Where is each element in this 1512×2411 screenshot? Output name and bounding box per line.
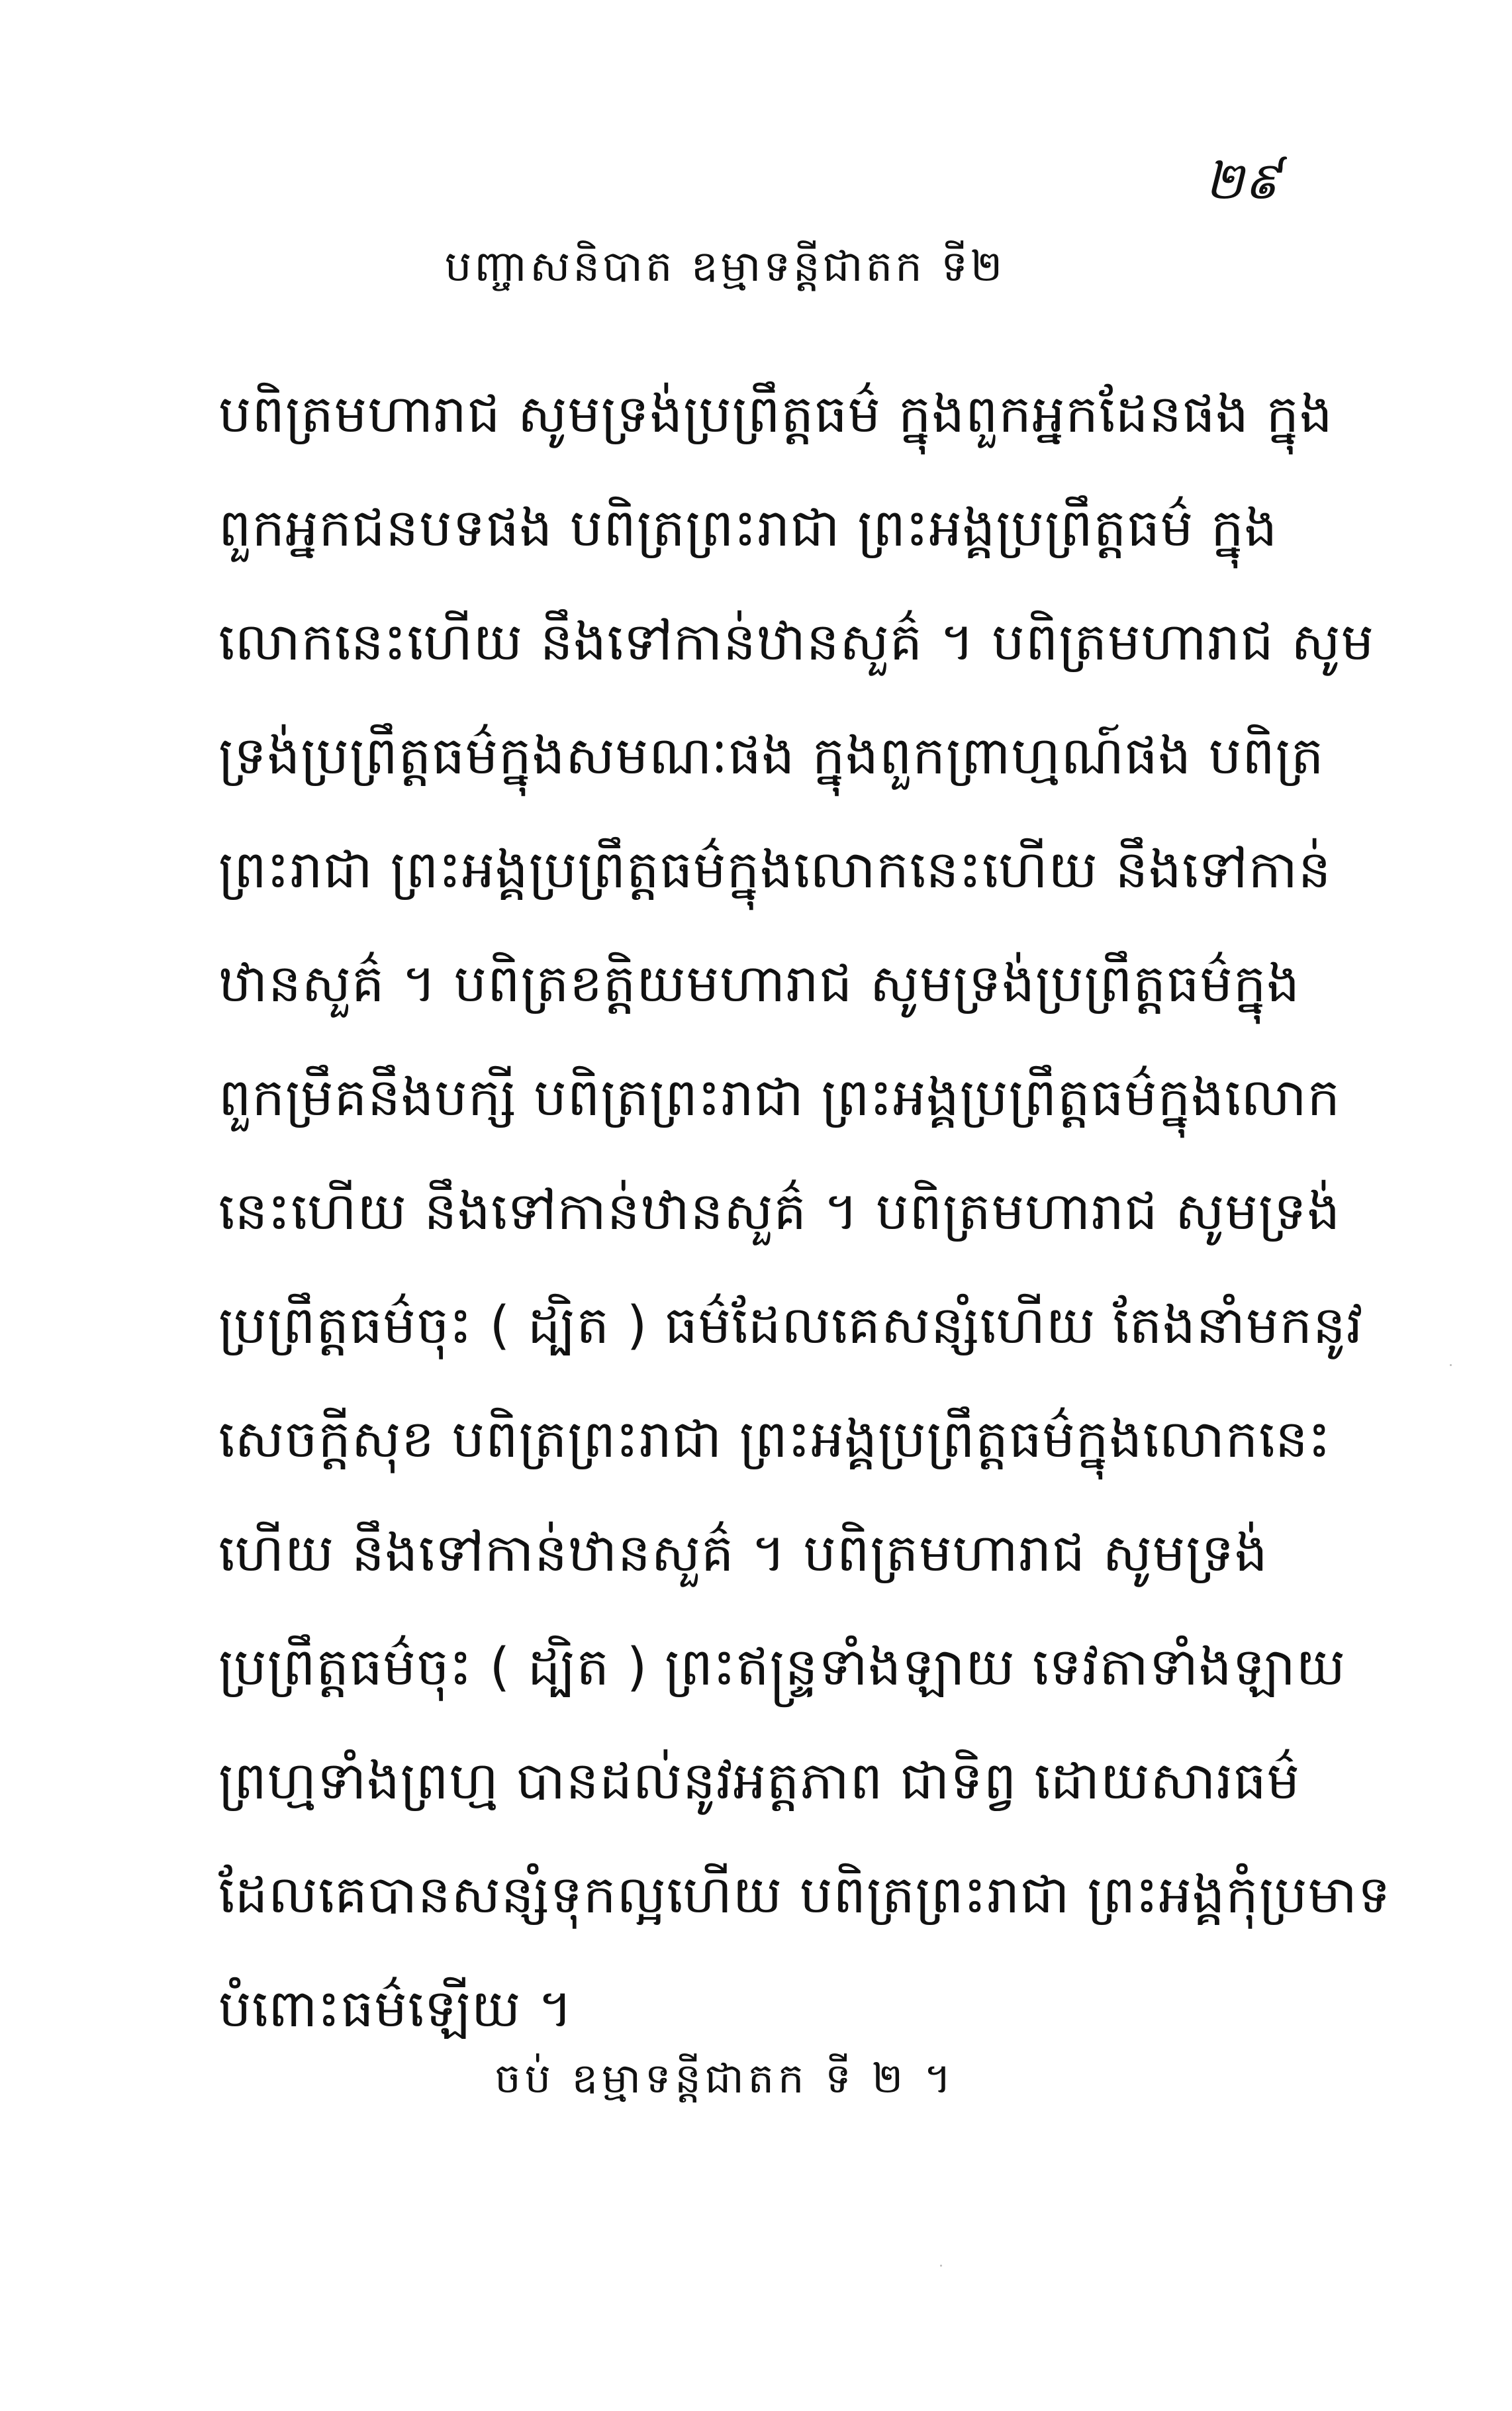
chapter-heading: បញ្ចាសនិបាត ឧម្មាទន្តីជាតក ទី២ (444, 242, 1006, 291)
text-line: ព្រះរាជា ព្រះអង្គប្រព្រឹត្តធម៌ក្នុងលោកនេះហើយ នឹងទៅកាន់ (218, 840, 1332, 900)
text-line: ឋានសួគ៌ ។ បពិត្រខត្តិយមហារាជ សូមទ្រង់ប្រព្រឹត្តធម៌ក្នុង (218, 954, 1301, 1014)
scan-speck (940, 2265, 942, 2267)
text-line: ពួកម្រឹគនឹងបក្សី បពិត្រព្រះរាជា ព្រះអង្គប្រព្រឹត្តធម៌ក្នុងលោក (218, 1068, 1341, 1128)
text-line: ប្រព្រឹត្តធម៌ចុះ ( ដ្បិត ) ព្រះឥន្ទ្រទាំងឡាយ ទេវតាទាំងឡាយ (218, 1638, 1346, 1697)
text-line: លោកនេះហើយ នឹងទៅកាន់ឋានសួគ៌ ។ បពិត្រមហារាជ សូម (218, 613, 1375, 672)
text-line: សេចក្តីសុខ បពិត្រព្រះរាជា ព្រះអង្គប្រព្រឹត្តធម៌ក្នុងលោកនេះ (218, 1410, 1331, 1469)
scan-speck (1450, 1364, 1452, 1366)
text-line: ពួកអ្នកជនបទផង បពិត្រព្រះរាជា ព្រះអង្គប្រព្រឹត្តធម៌ ក្នុង (218, 499, 1278, 558)
text-line: ប្រព្រឹត្តធម៌ចុះ ( ដ្បិត ) ធម៌ដែលគេសន្សំហើយ តែងនាំមកនូវ (218, 1296, 1364, 1355)
text-line: ទ្រង់ប្រព្រឹត្តធម៌ក្នុងសមណៈផង ក្នុងពួកព្រាហ្មណ៍ផង បពិត្រ (218, 726, 1325, 786)
page-number: ២៩ (1204, 152, 1280, 211)
text-line: បពិត្រមហារាជ សូមទ្រង់ប្រព្រឹត្តធម៌ ក្នុងពួកអ្នកដែនផង ក្នុង (218, 385, 1333, 444)
text-line: ដែលគេបានសន្សំទុកល្អហើយ បពិត្រព្រះរាជា ព្រះអង្គកុំប្រមាទ (218, 1865, 1392, 1925)
chapter-end-note: ចប់ ឧម្មាទន្តីជាតក ទី ២ ។ (495, 2054, 955, 2102)
text-line: ហើយ នឹងទៅកាន់ឋានសួគ៌ ។ បពិត្រមហារាជ សូមទ្រង់ (218, 1524, 1268, 1583)
text-line: ព្រហ្មទាំងព្រហ្ម បានដល់នូវអត្តភាព ជាទិព្វ ដោយសារធម៌ (218, 1751, 1301, 1811)
text-line: នេះហើយ នឹងទៅកាន់ឋានសួគ៌ ។ បពិត្រមហារាជ សូមទ្រង់ (218, 1182, 1341, 1242)
body-text (218, 358, 1392, 2066)
text-line-last: បំពោះធម៌ឡើយ ។ (218, 1979, 573, 2039)
